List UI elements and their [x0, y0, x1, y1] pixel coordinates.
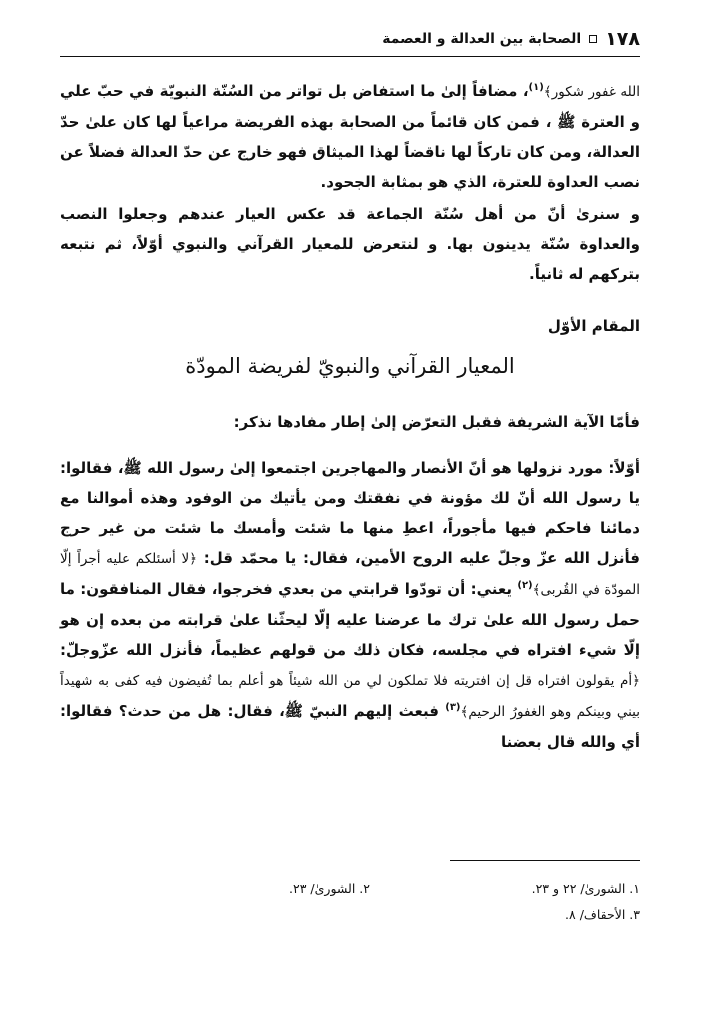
quran-quote-2: ﴿أم يقولون افتراه قل إن افتريته فلا تملكون لي من الله شيئاً هو أعلم بما تُفيضون فيه كفى به شهيداً بيني وبينكم وهو الغفورُ الرحيم﴾	[60, 673, 640, 720]
footnote-1: ١. الشورىٰ/ ٢٢ و ٢٣.	[531, 881, 640, 896]
intro-line: فأمّا الآية الشريفة فقبل التعرّض إلىٰ إطار مفادها نذكر:	[233, 413, 640, 431]
footnote-3: ٣. الأحقاف/ ٨.	[565, 907, 640, 922]
square-icon	[589, 35, 597, 43]
footnotes	[60, 876, 640, 928]
footnote-2: ٢. الشورىٰ/ ٢٣.	[289, 881, 370, 896]
paragraph-3-text-c: فبعث إليهم النبيّ ﷺ، فقال: هل من حدث؟ فقالوا: أي والله قال بعضنا	[60, 702, 640, 751]
page-body	[60, 76, 640, 757]
footnote-divider	[450, 860, 640, 861]
footnote-ref-1: (١)	[528, 82, 544, 93]
quran-quote-1: ﴿لا أسئلكم عليه أجراً إلّا المودّة في القُربى﴾	[60, 551, 640, 598]
header-divider	[60, 56, 640, 57]
quran-quote: الله غفور شكور﴾	[543, 84, 640, 100]
paragraph-3-text-b: يعني: أن تودّوا قرابتي من بعدي فخرجوا، فقال المنافقون: ما حمل رسول الله علىٰ ترك ما عرضنا عليه إلّا ليحثّنا علىٰ قرابته من بعده إن هو إلّا شيء افتراه في مجلسه، فكان ذلك من قولهم عظيماً، فأنزل الله عزّوجلّ:	[60, 580, 640, 659]
paragraph-2: و سنرىٰ أنّ من أهل سُنّة الجماعة قد عكس العيار عندهم وجعلوا النصب والعداوة سُنّة يدينون بها. و لنتعرض للمعيار القرآني والنبوي أوّلاً، ثم نتبعه بتركهم له ثانياً.	[60, 205, 640, 283]
running-title: الصحابة بين العدالة و العصمة	[382, 31, 582, 47]
paragraph-1	[60, 76, 640, 197]
paragraph-1-text: ، مضافاً إلىٰ ما استفاض بل تواتر من السُنّة النبويّة في حبّ علي و العترة ﷺ ، فمن كان قائماً من الصحابة بهذه الفريضة مراعياً لها كان علىٰ حدّ العدالة، ومن كان تاركاً لها ناقضاً لهذا الميثاق فهو خارج عن حدّ العدالة فضلاً عن نصب العداوة للعترة، الذي هو بمثابة الجحود.	[60, 82, 640, 191]
section-label: المقام الأوّل	[547, 317, 640, 335]
paragraph-3-text-a: أوّلاً: مورد نزولها هو أنّ الأنصار والمهاجرين اجتمعوا إلىٰ رسول الله ﷺ، فقالوا: يا رسول الله أنّ لك مؤونة في نفقتك ومن يأتيك من الوفود وهذه أموالنا مع دمائنا فاحكم فيها مأجوراً، اعطِ منها ما شئت وأمسك ما شئت من غير حرج فأنزل الله عزّ وجلّ عليه الروح الأمين، فقال: يا محمّد قل:	[60, 459, 640, 567]
section-title: المعيار القرآني والنبويّ لفريضة المودّة	[185, 354, 515, 378]
footnote-ref-2: (٢)	[517, 580, 533, 591]
page-number: ١٧٨	[605, 28, 640, 50]
running-header	[60, 24, 640, 54]
footnote-ref-3: (٣)	[445, 702, 461, 713]
paragraph-3	[60, 453, 640, 757]
footnote-row-2	[60, 902, 640, 928]
footnote-row-1	[60, 876, 640, 902]
